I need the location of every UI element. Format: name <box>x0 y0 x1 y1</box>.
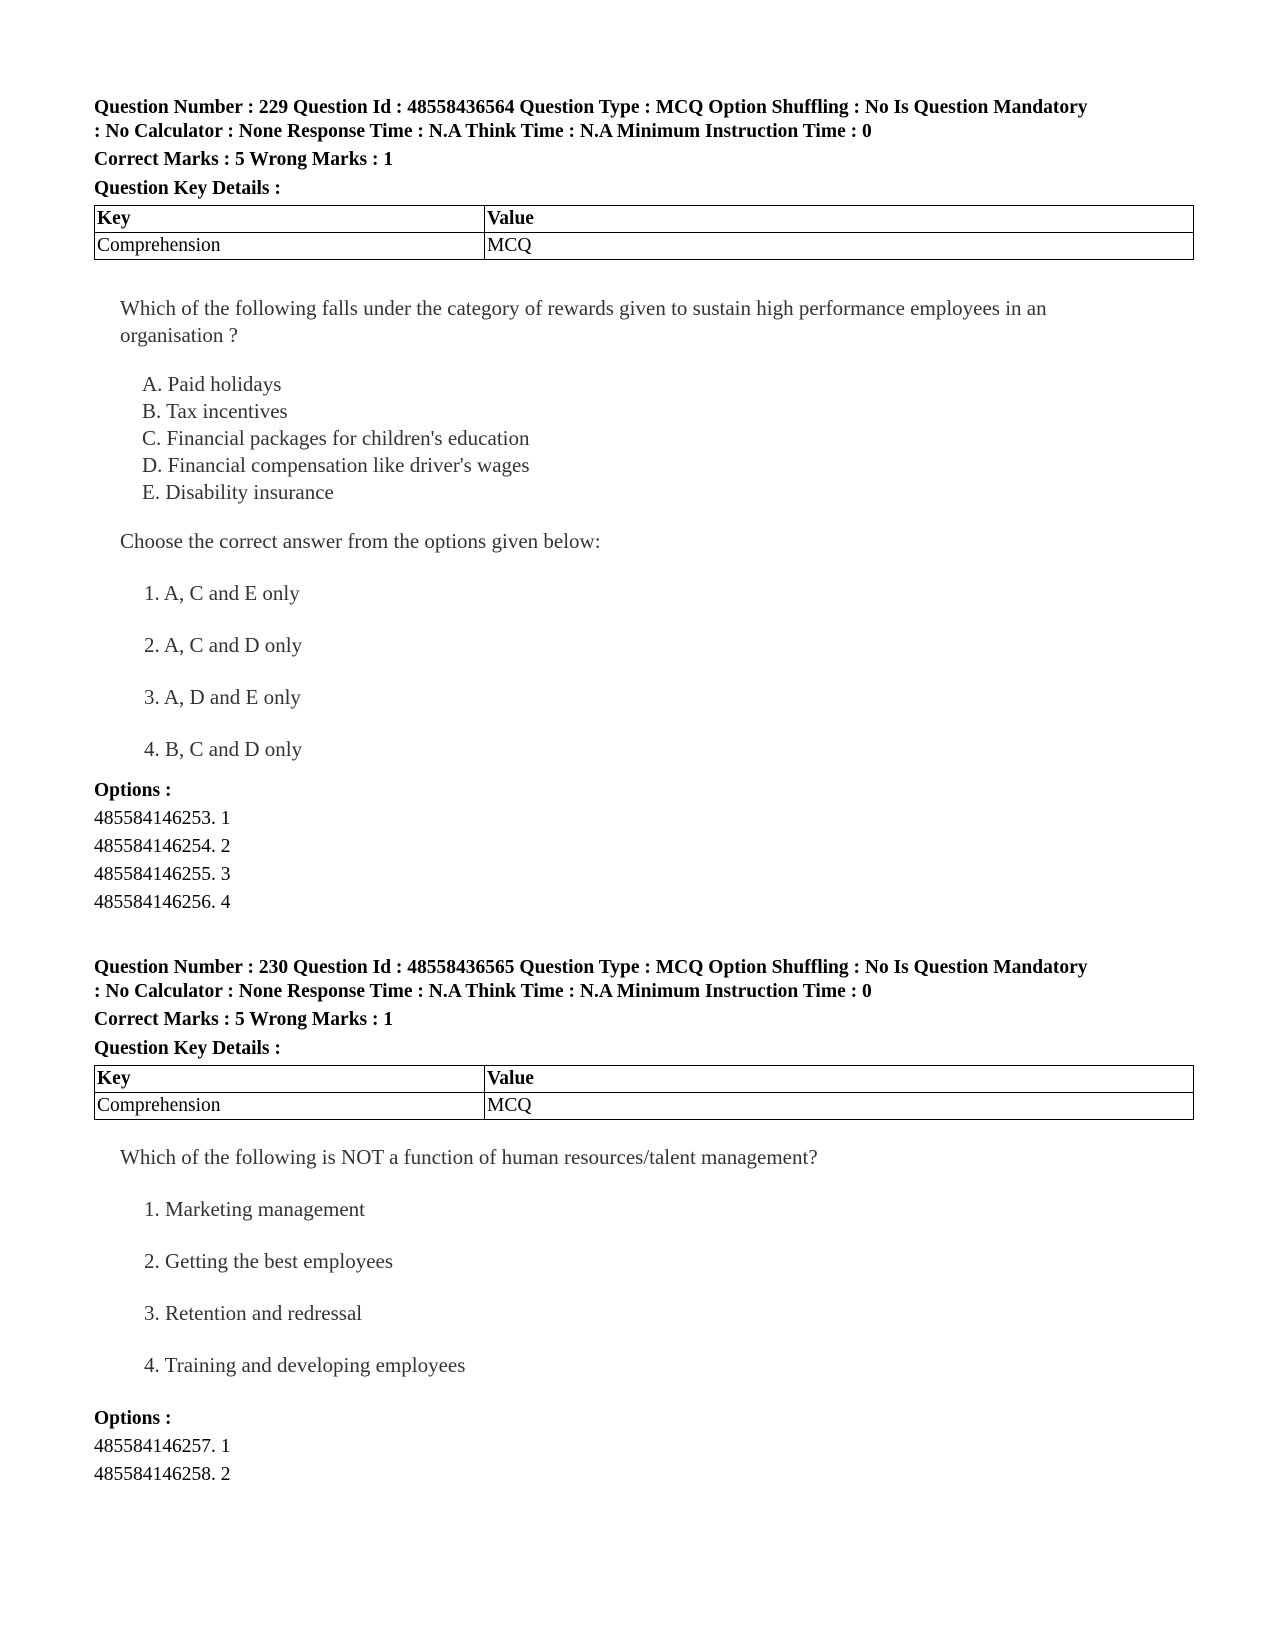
answer-choice: 1. A, C and E only <box>144 581 300 605</box>
table-cell-key: Comprehension <box>95 1093 485 1120</box>
table-cell-value: MCQ <box>485 1093 1194 1120</box>
table-header-key: Key <box>95 206 485 233</box>
options-title: Options : <box>94 1408 172 1429</box>
list-item: B. Tax incentives <box>142 399 288 423</box>
list-item: D. Financial compensation like driver's wages <box>142 453 530 477</box>
table-header-value: Value <box>485 206 1194 233</box>
marks-line: Correct Marks : 5 Wrong Marks : 1 <box>94 149 394 170</box>
table-header-value: Value <box>485 1066 1194 1093</box>
answer-choice: 2. A, C and D only <box>144 633 303 657</box>
option-row: 485584146255. 3 <box>94 864 231 885</box>
table-header-key: Key <box>95 1066 485 1093</box>
option-row: 485584146256. 4 <box>94 892 231 913</box>
question-230-header <box>94 956 1194 1004</box>
key-details-title: Question Key Details : <box>94 1038 281 1059</box>
question-header-line2: : No Calculator : None Response Time : N.A Think Time : N.A Minimum Instruction Time : 0 <box>94 121 872 142</box>
choose-instruction: Choose the correct answer from the options given below: <box>120 529 601 553</box>
answer-choice: 3. Retention and redressal <box>144 1301 363 1325</box>
answer-choice: 3. A, D and E only <box>144 685 301 709</box>
question-header-line2: : No Calculator : None Response Time : N.A Think Time : N.A Minimum Instruction Time : 0 <box>94 981 872 1002</box>
list-item: E. Disability insurance <box>142 480 334 504</box>
option-row: 485584146253. 1 <box>94 808 231 829</box>
list-item: A. Paid holidays <box>142 372 282 396</box>
answer-choice: 1. Marketing management <box>144 1197 366 1221</box>
answer-choice: 4. Training and developing employees <box>144 1353 466 1377</box>
options-title: Options : <box>94 780 172 801</box>
answer-choice: 4. B, C and D only <box>144 737 303 761</box>
answer-choice: 2. Getting the best employees <box>144 1249 394 1273</box>
question-header-line1: Question Number : 230 Question Id : 48558436565 Question Type : MCQ Option Shuffling : No Is Question Mandatory <box>94 957 1088 978</box>
option-row: 485584146258. 2 <box>94 1464 231 1485</box>
table-cell-key: Comprehension <box>95 233 485 260</box>
list-item: C. Financial packages for children's education <box>142 426 530 450</box>
question-229-header <box>94 96 1194 144</box>
option-row: 485584146254. 2 <box>94 836 231 857</box>
question-stem: Which of the following falls under the category of rewards given to sustain high performance employees in an <box>120 296 1047 320</box>
option-row: 485584146257. 1 <box>94 1436 231 1457</box>
question-stem-cont: organisation ? <box>120 323 239 347</box>
question-key-table <box>94 205 1194 260</box>
question-header-line1: Question Number : 229 Question Id : 48558436564 Question Type : MCQ Option Shuffling : No Is Question Mandatory <box>94 97 1088 118</box>
question-stem: Which of the following is NOT a function of human resources/talent management? <box>120 1145 818 1169</box>
marks-line: Correct Marks : 5 Wrong Marks : 1 <box>94 1009 394 1030</box>
question-key-table <box>94 1065 1194 1120</box>
table-cell-value: MCQ <box>485 233 1194 260</box>
key-details-title: Question Key Details : <box>94 178 281 199</box>
